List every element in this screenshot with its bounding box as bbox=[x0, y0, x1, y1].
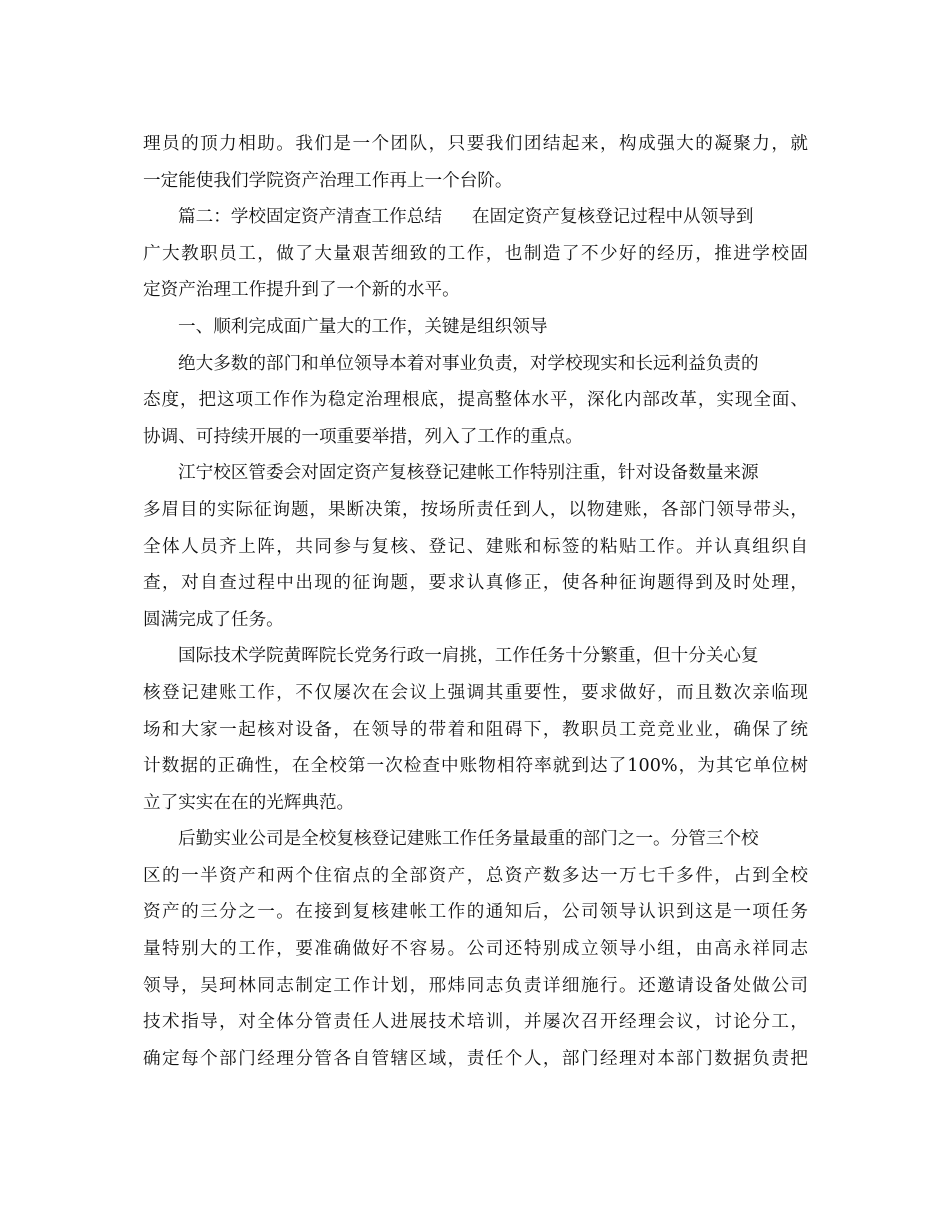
text-line: 江宁校区管委会对固定资产复核登记建帐工作特别注重，针对设备数量来源 bbox=[178, 463, 759, 484]
subheading-one bbox=[143, 309, 808, 346]
document-body bbox=[143, 126, 808, 1077]
text-line: 查，对自查过程中出现的征询题，要求认真修正，使各种征询题得到及时处理， bbox=[143, 573, 808, 594]
text-line: 领导，吴珂林同志制定工作计划，邢炜同志负责详细施行。还邀请设备处做公司 bbox=[143, 975, 808, 996]
text-line: 后勤实业公司是全校复核登记建账工作任务量最重的部门之一。分管三个校 bbox=[178, 829, 759, 850]
text-line: 计数据的正确性，在全校第一次检查中账物相符率就到达了100%，为其它单位树 bbox=[143, 756, 808, 777]
text-line: 一定能使我们学院资产治理工作再上一个台阶。 bbox=[143, 170, 513, 191]
text-line: 区的一半资产和两个住宿点的全部资产，总资产数多达一万七千多件，占到全校 bbox=[143, 865, 808, 886]
text-line: 态度，把这项工作作为稳定治理根底，提高整体水平，深化内部改革，实现全面、 bbox=[143, 390, 808, 411]
text-line: 定资产治理工作提升到了一个新的水平。 bbox=[143, 280, 460, 301]
paragraph-jiangning bbox=[143, 455, 808, 638]
section-heading: 篇二：学校固定资产清查工作总结 bbox=[178, 207, 442, 228]
paragraph-leadership bbox=[143, 346, 808, 456]
text-line: 绝大多数的部门和单位领导本着对事业负责，对学校现实和长远利益负责的 bbox=[178, 353, 759, 374]
text-line: 核登记建账工作，不仅屡次在会议上强调其重要性，要求做好，而且数次亲临现 bbox=[143, 682, 808, 703]
text-line: 量特别大的工作，要准确做好不容易。公司还特别成立领导小组，由高永祥同志 bbox=[143, 939, 808, 960]
text-line: 确定每个部门经理分管各自管辖区域，责任个人，部门经理对本部门数据负责把 bbox=[143, 1048, 808, 1069]
text-line: 协调、可持续开展的一项重要举措，列入了工作的重点。 bbox=[143, 426, 583, 447]
text-line: 国际技术学院黄晖院长党务行政一肩挑，工作任务十分繁重，但十分关心复 bbox=[178, 646, 759, 667]
subheading-text: 一、顺利完成面广量大的工作，关键是组织领导 bbox=[178, 316, 548, 337]
text-fragment: 在固定资产复核登记过程中从领导到 bbox=[471, 207, 754, 228]
text-line: 技术指导，对全体分管责任人进展技术培训，并屡次召开经理会议，讨论分工， bbox=[143, 1012, 808, 1033]
text-line bbox=[143, 199, 808, 236]
text-line: 圆满完成了任务。 bbox=[143, 609, 284, 630]
text-line: 场和大家一起核对设备，在领导的带着和阻碍下，教职员工竞竞业业，确保了统 bbox=[143, 719, 808, 740]
text-line: 理员的顶力相助。我们是一个团队，只要我们团结起来，构成强大的凝聚力，就 bbox=[143, 134, 808, 154]
text-line: 多眉目的实际征询题，果断决策，按场所责任到人，以物建账，各部门领导带头， bbox=[143, 499, 808, 520]
text-line: 立了实实在在的光辉典范。 bbox=[143, 792, 355, 813]
paragraph-international bbox=[143, 638, 808, 821]
text-line: 广大教职员工，做了大量艰苦细致的工作，也制造了不少好的经历，推进学校固 bbox=[143, 243, 808, 264]
text-line: 资产的三分之一。在接到复核建帐工作的通知后，公司领导认识到这是一项任务 bbox=[143, 902, 808, 923]
paragraph-section-two bbox=[143, 199, 808, 309]
paragraph-logistics bbox=[143, 821, 808, 1077]
text-line: 全体人员齐上阵，共同参与复核、登记、建账和标签的粘贴工作。并认真组织自 bbox=[143, 536, 808, 557]
paragraph-continuation bbox=[143, 126, 808, 199]
